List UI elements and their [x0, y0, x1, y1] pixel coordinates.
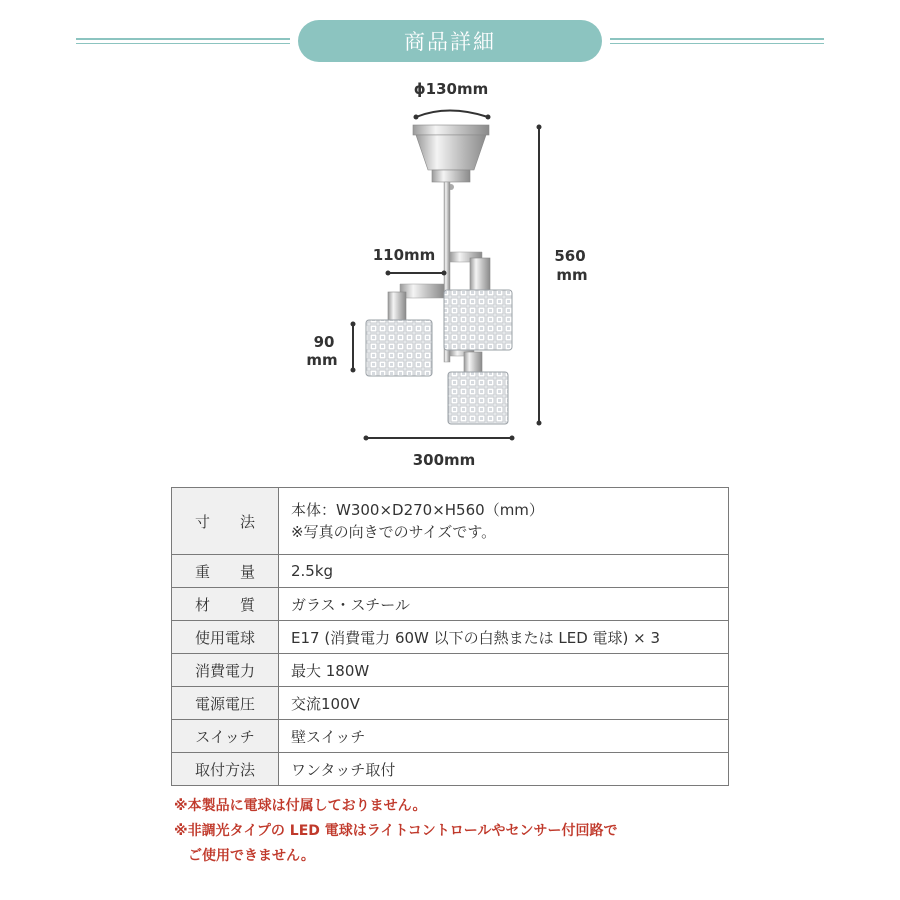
glass-shade-left: [366, 320, 432, 376]
spec-row-power: [172, 654, 729, 687]
spec-value: 壁スイッチ: [279, 720, 729, 753]
spec-row-weight: [172, 555, 729, 588]
arm-length-label: 110mm: [372, 246, 436, 264]
spec-value: [279, 488, 729, 555]
shade-height-unit-label: mm: [306, 351, 338, 369]
ceiling-canopy: [413, 125, 489, 190]
spec-label: スイッチ: [172, 720, 279, 753]
spec-row-switch: [172, 720, 729, 753]
note-line-3: ご使用できません。: [174, 848, 315, 864]
section-title: 商品詳細: [298, 20, 602, 62]
spec-label: 重 量: [172, 555, 279, 588]
shade-dot-bottom: [351, 368, 356, 373]
spec-label: 使用電球: [172, 621, 279, 654]
spec-label: 寸 法: [172, 488, 279, 555]
spec-label: 取付方法: [172, 753, 279, 786]
spec-row-bulb: [172, 621, 729, 654]
spec-row-voltage: [172, 687, 729, 720]
spec-row-size: [172, 488, 729, 555]
height-dot-top: [537, 125, 542, 130]
height-value-label: 560: [554, 247, 586, 265]
arm-dot-right: [442, 271, 447, 276]
spec-value: 最大 180W: [279, 654, 729, 687]
glass-shade-lower: [448, 372, 508, 424]
glass-shade-upper-right: [444, 290, 512, 350]
width-dot-right: [510, 436, 515, 441]
diameter-label: ϕ130mm: [413, 80, 489, 98]
spec-label: 電源電圧: [172, 687, 279, 720]
spec-table: [171, 487, 729, 786]
height-unit-label: mm: [556, 266, 588, 284]
spec-row-mounting: [172, 753, 729, 786]
diameter-dot-right: [486, 115, 491, 120]
diameter-arc: [416, 111, 488, 118]
spec-value-line: 本体：W300×D270×H560（mm）: [291, 501, 544, 519]
spec-value: ガラス・スチール: [279, 588, 729, 621]
spec-value: 2.5kg: [279, 555, 729, 588]
spec-value-note: ※写真の向きでのサイズです。: [291, 523, 497, 541]
height-dot-bottom: [537, 421, 542, 426]
spec-value: E17 (消費電力 60W 以下の白熱または LED 電球) × 3: [279, 621, 729, 654]
socket-cap-left: [388, 292, 406, 322]
diameter-dot-left: [414, 115, 419, 120]
shade-height-value-label: 90: [313, 333, 335, 351]
note-line-1: ※本製品に電球は付属しておりません。: [174, 798, 427, 814]
arm-dot-left: [386, 271, 391, 276]
spec-row-material: [172, 588, 729, 621]
shade-dot-top: [351, 322, 356, 327]
note-line-2: ※非調光タイプの LED 電球はライトコントロールやセンサー付回路で: [174, 823, 618, 839]
socket-cap-upper: [470, 258, 490, 290]
spec-label: 消費電力: [172, 654, 279, 687]
spec-label: 材 質: [172, 588, 279, 621]
width-label: 300mm: [412, 451, 476, 469]
spec-value: ワンタッチ取付: [279, 753, 729, 786]
width-dot-left: [364, 436, 369, 441]
spec-value: 交流100V: [279, 687, 729, 720]
